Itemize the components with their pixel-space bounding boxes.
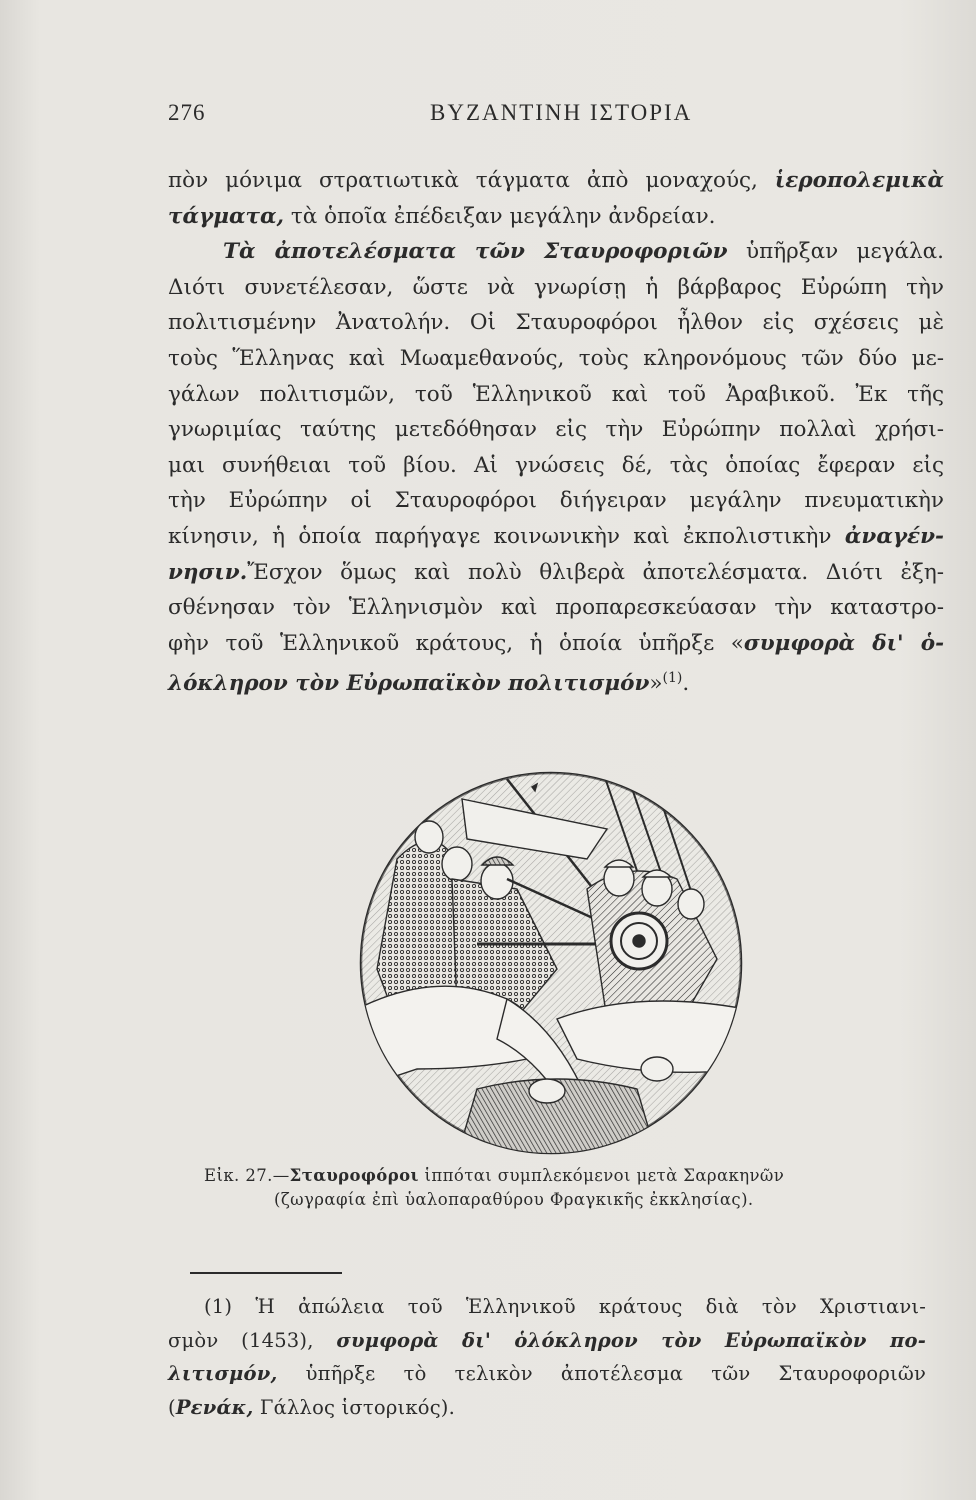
text-line: Τὰ ἀποτελέσματα τῶν Σταυροφοριῶν ὑπῆρξαν μεγάλα. [223,239,944,265]
text-line: πολιτισμένην Ἀνατολήν. Οἱ Σταυροφόροι ἦλθον εἰς σχέσεις μὲ [168,310,944,336]
crusader-battle-illustration [357,769,745,1157]
text-line: τοὺς Ἕλληνας καὶ Μωαμεθανούς, τοὺς κληρονόμους τῶν δύο με- [168,345,944,371]
text-line: γνωριμίας ταύτης μετεδόθησαν εἰς τὴν Εὐρώπην πολλαὶ χρήσι- [168,417,944,443]
text-line: μαι συνήθειαι τοῦ βίου. Αἱ γνώσεις δέ, τὰς ὁποίας ἔφεραν εἰς [168,452,944,478]
footnote-line: (1) Ἡ ἀπώλεια τοῦ Ἑλληνικοῦ κράτους διὰ τὸν Χριστιανι- [204,1295,927,1318]
page-number: 276 [168,100,206,125]
caption-line: Εἰκ. 27.—Σταυροφόροι ἱππόται συμπλεκόμενοι μετὰ Σαρακηνῶν [204,1166,785,1185]
text-line: νησιν.Ἔσχον ὅμως καὶ πολὺ θλιβερὰ ἀποτελέσματα. Διότι ἐξη- [168,559,944,585]
footnote-line: λιτισμόν, ὑπῆρξε τὸ τελικὸν ἀποτέλεσμα τῶν Σταυροφοριῶν [168,1362,927,1385]
footnote-line: (Ρενάκ, Γάλλος ἱστορικός). [168,1395,456,1419]
text-line: σθένησαν τὸν Ἑλληνισμὸν καὶ προπαρεσκεύασαν τὴν καταστρο- [168,595,944,621]
footnote-separator [190,1272,342,1274]
caption-line: (ζωγραφία ἐπὶ ὑαλοπαραθύρου Φραγκικῆς ἐκκλησίας). [274,1190,754,1209]
text-line: πὸν μόνιμα στρατιωτικὰ τάγματα ἀπὸ μοναχούς, ἱεροπολεμικὰ [168,168,944,193]
footnote [168,1290,926,1424]
footnote-line: σμὸν (1453), συμφορὰ δι' ὁλόκληρον τὸν Εὐρωπαϊκὸν πο- [168,1328,926,1352]
text-line: λόκληρον τὸν Εὐρωπαϊκὸν πολιτισμόν»$^{(1)}$. [168,670,690,697]
page-header [168,100,848,130]
text-line: κίνησιν, ἡ ὁποία παρήγαγε κοινωνικὴν καὶ ἐκπολιστικὴν ἀναγέν- [168,523,944,549]
text-line: φὴν τοῦ Ἑλληνικοῦ κράτους, ἡ ὁποία ὑπῆρξε «συμφορὰ δι' ὁ- [168,630,945,656]
text-line: τὴν Εὐρώπην οἱ Σταυροφόροι διήγειραν μεγάλην πνευματικὴν [168,488,944,514]
text-line: Διότι συνετέλεσαν, ὥστε νὰ γνωρίσῃ ἡ βάρβαρος Εὐρώπη τὴν [168,274,944,300]
text-line: γάλων πολιτισμῶν, τοῦ Ἑλληνικοῦ καὶ τοῦ Ἀραβικοῦ. Ἐκ τῆς [168,381,944,407]
figure-caption [204,1164,900,1212]
body-text [168,163,944,702]
running-title: ΒΥΖΑΝΤΙΝΗ ΙΣΤΟΡΙΑ [430,100,693,125]
text-line: τάγματα, τὰ ὁποῖα ἐπέδειξαν μεγάλην ἀνδρείαν. [168,203,716,229]
